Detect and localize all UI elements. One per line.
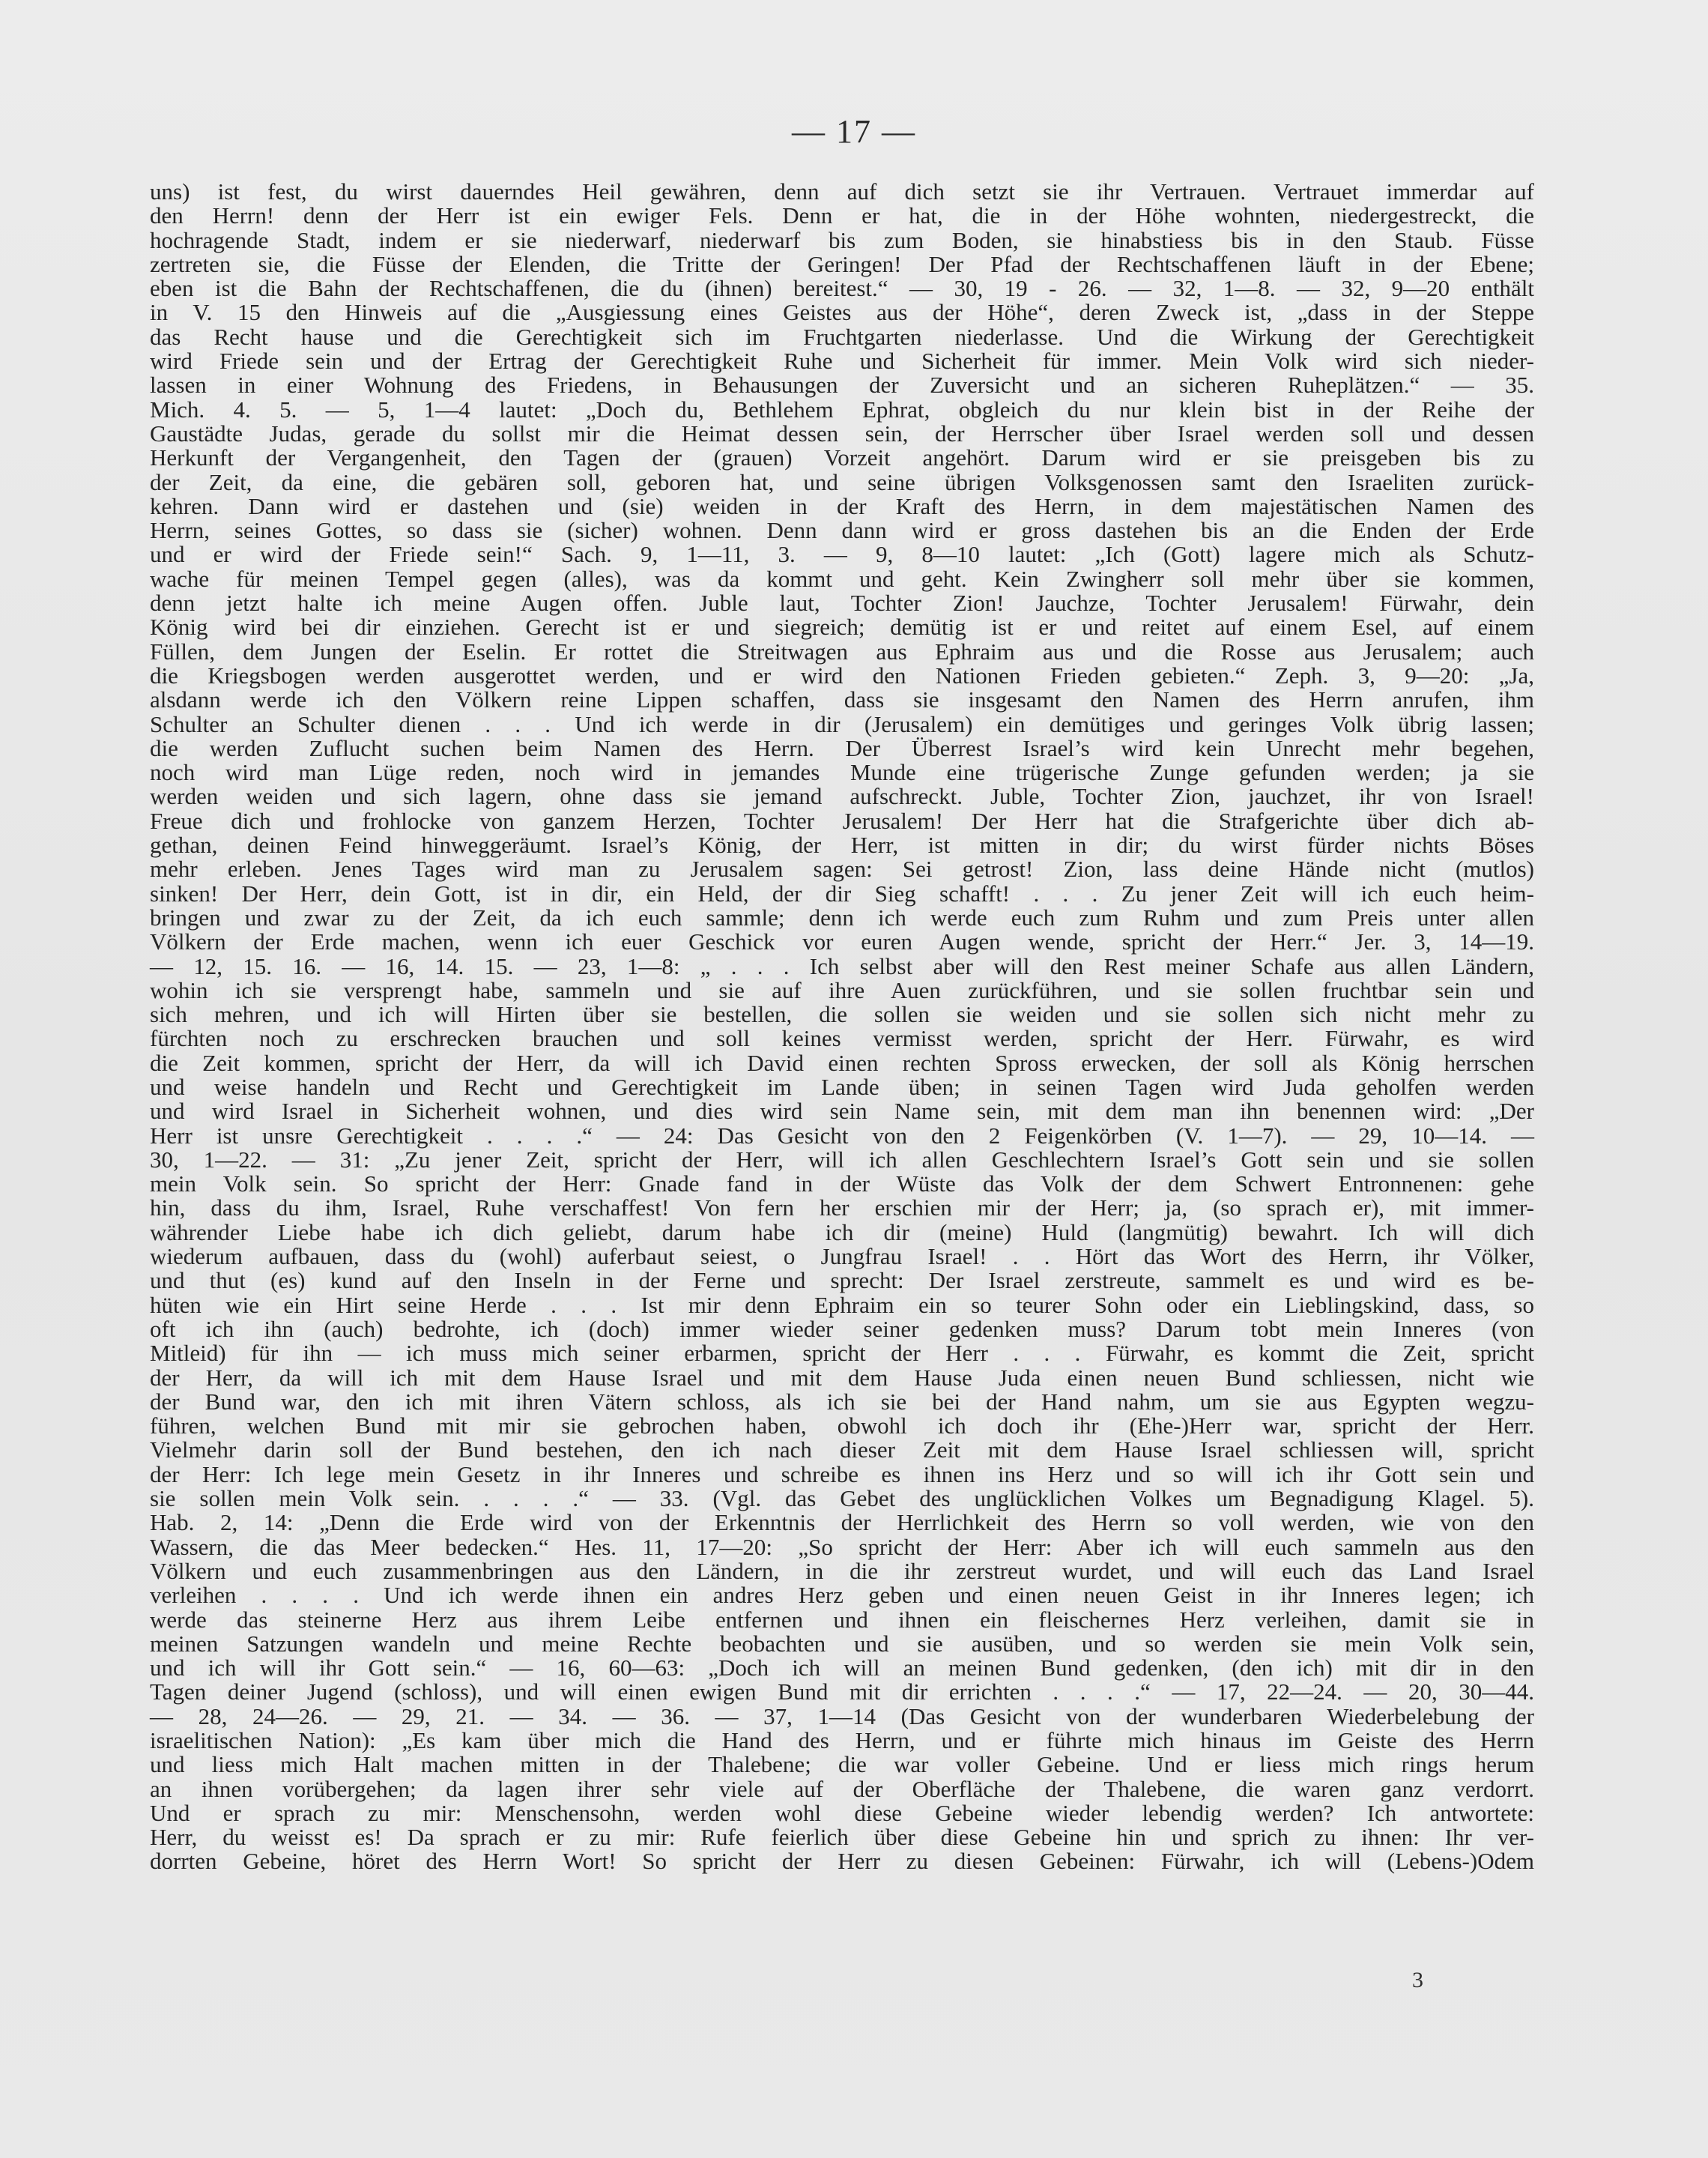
text-line: der Zeit, da eine, die gebären soll, geboren hat, und seine übrigen Volksgenossen samt den Israeliten zurück-	[150, 468, 1534, 495]
text-line: lassen in einer Wohnung des Friedens, in Behausungen der Zuversicht und an sicheren Ruheplätzen.“ — 35.	[150, 372, 1534, 399]
text-line: meinen Satzungen wandeln und meine Rechte beobachten und sie ausüben, und so werden sie mein Volk sein,	[150, 1630, 1534, 1657]
text-line: hüten wie ein Hirt seine Herde . . . Ist mir denn Ephraim ein so teurer Sohn oder ein Lieblingskind, dass, so	[150, 1291, 1534, 1318]
text-line: wohin ich sie versprengt habe, sammeln und sie auf ihre Auen zurückführen, und sie sollen fruchtbar sein und	[150, 976, 1534, 1003]
text-line: und weise handeln und Recht und Gerechtigkeit im Lande üben; in seinen Tagen wird Juda geholfen werden	[150, 1073, 1534, 1100]
text-line: sich mehren, und ich will Hirten über sie bestellen, die sollen sie weiden und sie sollen sich nicht mehr zu	[150, 1001, 1534, 1028]
text-line: Mich. 4. 5. — 5, 1—4 lautet: „Doch du, Bethlehem Ephrat, obgleich du nur klein bist in der Reihe der	[150, 396, 1534, 423]
text-line: König wird bei dir einziehen. Gerecht ist er und siegreich; demütig ist er und reitet auf einem Esel, auf einem	[150, 614, 1534, 641]
text-line: und thut (es) kund auf den Inseln in der Ferne und sprecht: Der Israel zerstreute, sammelt es und wird es be-	[150, 1267, 1534, 1294]
text-line: Herkunft der Vergangenheit, den Tagen der (grauen) Vorzeit angehört. Darum wird er sie preisgeben bis zu	[150, 444, 1534, 471]
text-line: Wassern, die das Meer bedecken.“ Hes. 11, 17—20: „So spricht der Herr: Aber ich will euch sammeln aus den	[150, 1533, 1534, 1560]
text-line: eben ist die Bahn der Rechtschaffenen, die du (ihnen) bereitest.“ — 30, 19 - 26. — 32, 1—8. — 32, 9—20 enthält	[150, 275, 1534, 302]
text-line: denn jetzt halte ich meine Augen offen. Juble laut, Tochter Zion! Jauchze, Tochter Jerusalem! Fürwahr, dein	[150, 590, 1534, 617]
text-line: Mitleid) für ihn — ich muss mich seiner erbarmen, spricht der Herr . . . Fürwahr, es kommt die Zeit, spricht	[150, 1340, 1534, 1367]
text-line: wiederum aufbauen, dass du (wohl) auferbaut seiest, o Jungfrau Israel! . . Hört das Wort des Herrn, ihr Völker,	[150, 1243, 1534, 1270]
text-line: der Herr: Ich lege mein Gesetz in ihr Inneres und schreibe es ihnen ins Herz und so will ich ihr Gott sein und	[150, 1460, 1534, 1487]
text-line: Vielmehr darin soll der Bund bestehen, den ich nach dieser Zeit mit dem Hause Israel schliessen will, spricht	[150, 1436, 1534, 1463]
text-line: wird Friede sein und der Ertrag der Gerechtigkeit Ruhe und Sicherheit für immer. Mein Volk wird sich nieder-	[150, 348, 1534, 375]
text-line: bringen und zwar zu der Zeit, da ich euch sammle; denn ich werde euch zum Ruhm und zum Preis unter allen	[150, 904, 1534, 931]
text-line: wache für meinen Tempel gegen (alles), was da kommt und geht. Kein Zwingherr soll mehr über sie kommen,	[150, 565, 1534, 592]
text-line: gethan, deinen Feind hinweggeräumt. Israel’s König, der Herr, ist mitten in dir; du wirst fürder nichts Böses	[150, 832, 1534, 859]
text-line: Schulter an Schulter dienen . . . Und ich werde in dir (Jerusalem) ein demütiges und geringes Volk übrig lassen;	[150, 710, 1534, 737]
text-line: in V. 15 den Hinweis auf die „Ausgiessung eines Geistes aus der Höhe“, deren Zweck ist, „dass in der Steppe	[150, 299, 1534, 326]
text-line: noch wird man Lüge reden, noch wird in jemandes Munde eine trügerische Zunge gefunden werden; ja sie	[150, 759, 1534, 786]
text-line: israelitischen Nation): „Es kam über mich die Hand des Herrn, und er führte mich hinaus im Geiste des Herrn	[150, 1727, 1534, 1753]
text-line: Freue dich und frohlocke von ganzem Herzen, Tochter Jerusalem! Der Herr hat die Strafgerichte über dich ab-	[150, 807, 1534, 834]
text-line: uns) ist fest, du wirst dauerndes Heil gewähren, denn auf dich setzt sie ihr Vertrauen. Vertrauet immerdar auf	[150, 178, 1534, 205]
text-line: dorrten Gebeine, höret des Herrn Wort! So spricht der Herr zu diesen Gebeinen: Fürwahr, ich will (Lebens-)Odem	[150, 1848, 1534, 1875]
text-line: Völkern der Erde machen, wenn ich euer Geschick vor euren Augen wende, spricht der Herr.“ Jer. 3, 14—19.	[150, 928, 1534, 955]
text-line: führen, welchen Bund mit mir sie gebrochen haben, obwohl ich doch ihr (Ehe-)Herr war, spricht der Herr.	[150, 1412, 1534, 1439]
text-line: — 12, 15. 16. — 16, 14. 15. — 23, 1—8: „ . . . Ich selbst aber will den Rest meiner Schafe aus allen Ländern,	[150, 952, 1534, 979]
text-line: zertreten sie, die Füsse der Elenden, die Tritte der Geringen! Der Pfad der Rechtschaffenen läuft in der Ebene;	[150, 250, 1534, 277]
text-line: sinken! Der Herr, dein Gott, ist in dir, ein Held, der dir Sieg schafft! . . . Zu jener Zeit will ich euch heim-	[150, 880, 1534, 907]
text-line: Füllen, dem Jungen der Eselin. Er rottet die Streitwagen aus Ephraim aus und die Rosse aus Jerusalem; auch	[150, 638, 1534, 665]
text-line: währender Liebe habe ich dich geliebt, darum habe ich dir (meine) Huld (langmütig) bewahrt. Ich will dich	[150, 1218, 1534, 1245]
text-line: Herrn, seines Gottes, so dass sie (sicher) wohnen. Denn dann wird er gross dastehen bis an die Enden der Erde	[150, 517, 1534, 544]
text-line: und ich will ihr Gott sein.“ — 16, 60—63: „Doch ich will an meinen Bund gedenken, (den ich) mit dir in den	[150, 1654, 1534, 1681]
text-line: die Kriegsbogen werden ausgerottet werden, und er wird den Nationen Frieden gebieten.“ Zeph. 3, 9—20: „Ja,	[150, 662, 1534, 689]
text-line: sie sollen mein Volk sein. . . . .“ — 33. (Vgl. das Gebet des unglücklichen Volkes um Begnadigung Klagel. 5).	[150, 1485, 1534, 1512]
text-line: und er wird der Friede sein!“ Sach. 9, 1—11, 3. — 9, 8—10 lautet: „Ich (Gott) lagere mich als Schutz-	[150, 541, 1534, 568]
text-line: der Herr, da will ich mit dem Hause Israel und mit dem Hause Juda einen neuen Bund schliessen, nicht wie	[150, 1364, 1534, 1391]
signature-mark: 3	[1412, 1968, 1423, 1992]
text-line: Herr, du weisst es! Da sprach er zu mir: Rufe feierlich über diese Gebeine hin und sprich zu ihnen: Ihr ver-	[150, 1824, 1534, 1851]
text-line: Hab. 2, 14: „Denn die Erde wird von der Erkenntnis der Herrlichkeit des Herrn so voll werden, wie von den	[150, 1509, 1534, 1536]
text-line: und liess mich Halt machen mitten in der Thalebene; die war voller Gebeine. Und er liess mich rings herum	[150, 1751, 1534, 1778]
text-line: oft ich ihn (auch) bedrohte, ich (doch) immer wieder seiner gedenken muss? Darum tobt mein Inneres (von	[150, 1315, 1534, 1342]
text-line: — 28, 24—26. — 29, 21. — 34. — 36. — 37, 1—14 (Das Gesicht von der wunderbaren Wiederbelebung der	[150, 1702, 1534, 1729]
text-line: das Recht hause und die Gerechtigkeit sich im Fruchtgarten niederlasse. Und die Wirkung der Gerechtigkeit	[150, 323, 1534, 350]
text-line: alsdann werde ich den Völkern reine Lippen schaffen, dass sie insgesamt den Namen des Herrn anrufen, ihm	[150, 686, 1534, 713]
text-line: Tagen deiner Jugend (schloss), und will einen ewigen Bund mit dir errichten . . . .“ — 17, 22—24. — 20, 30—44.	[150, 1678, 1534, 1705]
page-number: — 17 —	[792, 113, 916, 150]
text-line: kehren. Dann wird er dastehen und (sie) weiden in der Kraft des Herrn, in dem majestätischen Namen des	[150, 492, 1534, 519]
text-line: mehr erleben. Jenes Tages wird man zu Jerusalem sagen: Sei getrost! Zion, lass deine Hände nicht (mutlos)	[150, 856, 1534, 883]
text-line: fürchten noch zu erschrecken brauchen und soll keines vermisst werden, spricht der Herr. Fürwahr, es wird	[150, 1025, 1534, 1052]
text-line: und wird Israel in Sicherheit wohnen, und dies wird sein Name sein, mit dem man ihn benennen wird: „Der	[150, 1098, 1534, 1125]
body-text	[150, 180, 1534, 1874]
text-line: werde das steinerne Herz aus ihrem Leibe entfernen und ihnen ein fleischernes Herz verleihen, damit sie in	[150, 1606, 1534, 1633]
text-line: den Herrn! denn der Herr ist ein ewiger Fels. Denn er hat, die in der Höhe wohnten, niedergestreckt, die	[150, 202, 1534, 229]
text-line: die Zeit kommen, spricht der Herr, da will ich David einen rechten Spross erwecken, der soll als König herrschen	[150, 1049, 1534, 1076]
text-line: der Bund war, den ich mit ihren Vätern schloss, als ich sie bei der Hand nahm, um sie aus Egypten wegzu-	[150, 1388, 1534, 1415]
text-line: werden weiden und sich lagern, ohne dass sie jemand aufschreckt. Juble, Tochter Zion, jauchzet, ihr von Israel!	[150, 783, 1534, 810]
text-line: hin, dass du ihm, Israel, Ruhe verschaffest! Von fern her erschien mir der Herr; ja, (so sprach er), mit immer-	[150, 1194, 1534, 1221]
text-line: Herr ist unsre Gerechtigkeit . . . .“ — 24: Das Gesicht von den 2 Feigenkörben (V. 1—7). — 29, 10—14. —	[150, 1122, 1534, 1149]
text-line: Völkern und euch zusammenbringen aus den Ländern, in die ihr zerstreut wurdet, und will euch das Land Israel	[150, 1557, 1534, 1584]
text-line: die werden Zuflucht suchen beim Namen des Herrn. Der Überrest Israel’s wird kein Unrecht mehr begehen,	[150, 734, 1534, 761]
text-line: Gaustädte Judas, gerade du sollst mir die Heimat dessen sein, der Herrscher über Israel werden soll und dessen	[150, 420, 1534, 447]
text-line: verleihen . . . . Und ich werde ihnen ein andres Herz geben und einen neuen Geist in ihr Inneres legen; ich	[150, 1582, 1534, 1609]
text-line: an ihnen vorübergehen; da lagen ihrer sehr viele auf der Oberfläche der Thalebene, die waren ganz verdorrt.	[150, 1775, 1534, 1802]
text-line: 30, 1—22. — 31: „Zu jener Zeit, spricht der Herr, will ich allen Geschlechtern Israel’s Gott sein und sie sollen	[150, 1146, 1534, 1173]
text-line: Und er sprach zu mir: Menschensohn, werden wohl diese Gebeine wieder lebendig werden? Ich antwortete:	[150, 1799, 1534, 1826]
text-line: mein Volk sein. So spricht der Herr: Gnade fand in der Wüste das Volk der dem Schwert Entronnenen: gehe	[150, 1170, 1534, 1197]
text-line: hochragende Stadt, indem er sie niederwarf, niederwarf bis zum Boden, sie hinabstiess bis in den Staub. Füsse	[150, 226, 1534, 253]
